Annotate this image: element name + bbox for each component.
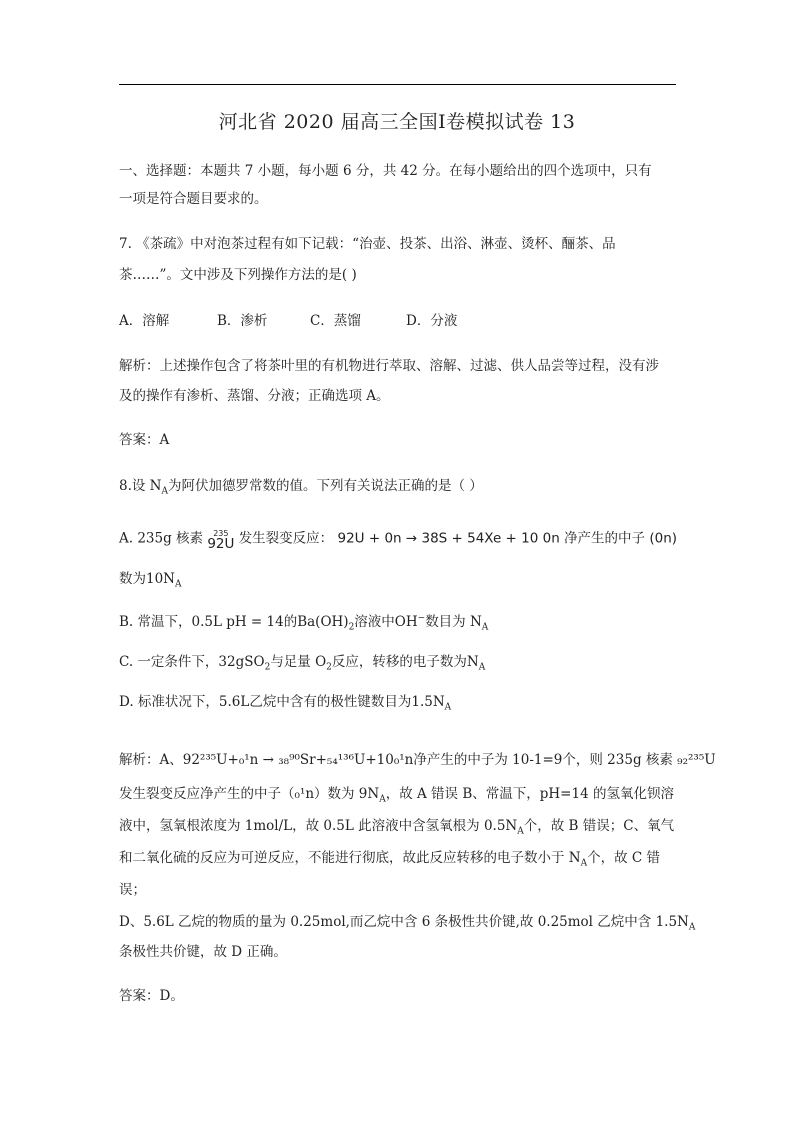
neutron-symbol: (0n)	[649, 530, 678, 547]
q8-analysis-line7: 条极性共价键，故 D 正确。	[119, 944, 287, 960]
q8-analysis-line3: 液中，氢氧根浓度为 1mol/L，故 0.5L 此溶液中含氢氧根为 $0.5N_A$个，故 B 错误；C、氧气	[119, 818, 675, 837]
q8-option-a-line2: 数为$10N_A$	[119, 571, 182, 590]
q7-option-a: A．溶解	[119, 313, 170, 329]
q8-stem: 8.设 $N_A$为阿伏加德罗常数的值。下列有关说法正确的是（ ）	[119, 478, 483, 497]
q7-option-c: C．蒸馏	[310, 313, 361, 329]
q8-analysis-line6: D、5.6L 乙烷的物质的量为 0.25mol,而乙烷中含 6 条极性共价键,故 0.25mol 乙烷中含 $1.5N_A$	[119, 914, 696, 933]
q7-answer: 答案：A	[119, 432, 170, 448]
q7-analysis-line2: 及的操作有渗析、蒸馏、分液；正确选项 A。	[119, 388, 390, 404]
q7-analysis-line1: 解析：上述操作包含了将茶叶里的有机物进行萃取、溶解、过滤、供人品尝等过程，没有涉	[119, 358, 659, 374]
q8-option-b: B. 常温下，0.5L pH = 14的$Ba(OH)_2$溶液中OH−数目为 $N_A$	[119, 613, 489, 633]
section-intro-line2: 一项是符合题目要求的。	[119, 191, 268, 207]
q8-analysis-line2: 发生裂变反应净产生的中子（₀¹n）数为 $9N_A$，故 A 错误 B、常温下，pH=14 的氢氧化钡溶	[119, 786, 674, 805]
q7-option-b: B．渗析	[217, 313, 268, 329]
header-rule	[119, 84, 676, 85]
q8-answer: 答案：D。	[119, 988, 184, 1004]
q7-stem-line1: 7. 《茶疏》中对泡茶过程有如下记载：“治壶、投茶、出浴、淋壶、烫杯、酾茶、品	[119, 236, 616, 252]
q8-option-a-line1: A. 235g 核素 235 92U 发生裂变反应： 92U + 0n → 38S + 54Xe + 10 0n 净产生的中子 (0n)	[119, 529, 678, 552]
q8-option-c: C. 一定条件下，32gSO$_2$与足量 $O_2$反应，转移的电子数为$N_A$	[119, 654, 486, 673]
uranium-nuclide: 235 92U	[207, 529, 235, 552]
q8-option-d: D. 标准状况下，5.6L乙烷中含有的极性键数目为$1.5N_A$	[119, 694, 452, 713]
fission-equation: 92U + 0n → 38S + 54Xe + 10 0n	[337, 530, 560, 547]
q8-analysis-line4: 和二氧化硫的反应为可逆反应，不能进行彻底，故此反应转移的电子数小于 $N_A$个，故 C 错	[119, 850, 661, 869]
section-intro-line1: 一、选择题：本题共 7 小题，每小题 6 分，共 42 分。在每小题给出的四个选项中，只有	[119, 163, 652, 179]
q7-option-d: D．分液	[406, 313, 458, 329]
q8-analysis-line5: 误；	[119, 882, 146, 898]
q7-stem-line2: 茶……”。文中涉及下列操作方法的是( )	[119, 267, 357, 283]
q8-analysis-line1: 解析：A、92²³⁵U+₀¹n → ₃₈⁹⁰Sr+₅₄¹³⁶U+10₀¹n净产生的中子为 10-1=9个，则 235g 核素 ₉₂²³⁵U	[119, 752, 716, 768]
analysis-equation: 92²³⁵U+₀¹n → ₃₈⁹⁰Sr+₅₄¹³⁶U+10₀¹n	[182, 752, 414, 768]
page-title: 河北省 2020 届高三全国Ⅰ卷模拟试卷 13	[218, 111, 576, 133]
q7-options	[119, 311, 457, 331]
